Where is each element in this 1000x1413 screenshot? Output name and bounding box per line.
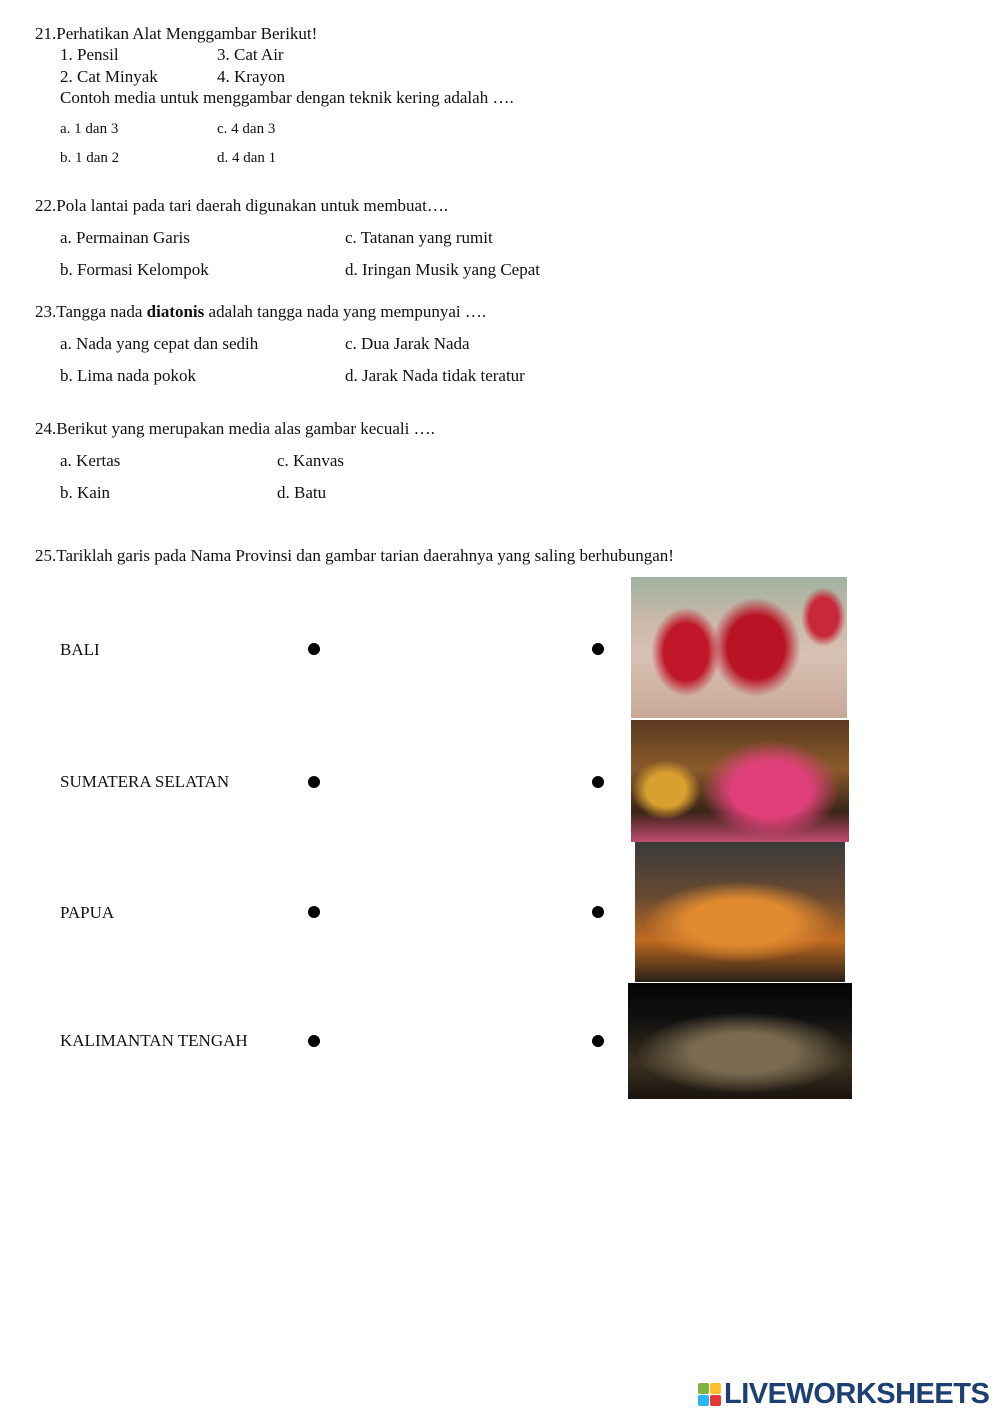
q23-bold-term: diatonis bbox=[146, 302, 205, 321]
q24-option-a: a. Kertas bbox=[60, 451, 121, 470]
q22-option-b: b. Formasi Kelompok bbox=[60, 260, 209, 279]
q21-option-a: a. 1 dan 3 bbox=[60, 121, 119, 137]
q23-option-c: c. Dua Jarak Nada bbox=[345, 334, 470, 353]
match-dot-left[interactable] bbox=[308, 1035, 320, 1047]
q24-question: 24.Berikut yang merupakan media alas gambar kecuali …. bbox=[35, 419, 435, 438]
dance-photo-red-costume bbox=[631, 577, 847, 718]
match-dot-right[interactable] bbox=[592, 906, 604, 918]
logo-icon bbox=[698, 1383, 721, 1406]
q25-question: 25.Tariklah garis pada Nama Provinsi dan gambar tarian daerahnya yang saling berhubungan! bbox=[35, 546, 674, 565]
dance-photo-kalimantan bbox=[628, 983, 852, 1099]
q21-item: 3. Cat Air bbox=[217, 45, 284, 64]
q23-option-d: d. Jarak Nada tidak teratur bbox=[345, 366, 525, 385]
q24-option-c: c. Kanvas bbox=[277, 451, 345, 470]
match-dot-left[interactable] bbox=[308, 906, 320, 918]
q21-option-b: b. 1 dan 2 bbox=[60, 150, 120, 166]
logo-text: LIVEWORKSHEETS bbox=[724, 1378, 990, 1410]
q23-option-a: a. Nada yang cepat dan sedih bbox=[60, 334, 259, 353]
match-dot-right[interactable] bbox=[592, 643, 604, 655]
q21-prompt: Contoh media untuk menggambar dengan teknik kering adalah …. bbox=[60, 88, 514, 107]
match-dot-right[interactable] bbox=[592, 776, 604, 788]
q21-question: 21.Perhatikan Alat Menggambar Berikut! bbox=[35, 24, 318, 43]
province-label: PAPUA bbox=[60, 903, 115, 922]
match-dot-right[interactable] bbox=[592, 1035, 604, 1047]
match-dot-left[interactable] bbox=[308, 776, 320, 788]
q22-option-a: a. Permainan Garis bbox=[60, 228, 190, 247]
q23-question bbox=[35, 302, 486, 322]
province-label: KALIMANTAN TENGAH bbox=[60, 1031, 248, 1050]
q21-option-c: c. 4 dan 3 bbox=[217, 121, 276, 137]
q22-option-d: d. Iringan Musik yang Cepat bbox=[345, 260, 540, 279]
q24-option-d: d. Batu bbox=[277, 483, 327, 502]
q21-option-d: d. 4 dan 1 bbox=[217, 150, 277, 166]
dance-photo-papua bbox=[635, 842, 845, 982]
q23-text: adalah tangga nada yang mempunyai …. bbox=[204, 302, 487, 321]
q21-item: 2. Cat Minyak bbox=[60, 67, 158, 86]
match-dot-left[interactable] bbox=[308, 643, 320, 655]
province-label: BALI bbox=[60, 640, 100, 659]
q21-item: 4. Krayon bbox=[217, 67, 285, 86]
q23-option-b: b. Lima nada pokok bbox=[60, 366, 196, 385]
liveworksheets-logo bbox=[698, 1378, 989, 1411]
dance-photo-pink-costume bbox=[631, 720, 849, 842]
q24-option-b: b. Kain bbox=[60, 483, 111, 502]
province-label: SUMATERA SELATAN bbox=[60, 772, 230, 791]
q22-question: 22.Pola lantai pada tari daerah digunakan untuk membuat…. bbox=[35, 196, 449, 215]
q22-option-c: c. Tatanan yang rumit bbox=[345, 228, 493, 247]
q23-text: 23.Tangga nada bbox=[35, 302, 147, 321]
q21-item: 1. Pensil bbox=[60, 45, 119, 64]
